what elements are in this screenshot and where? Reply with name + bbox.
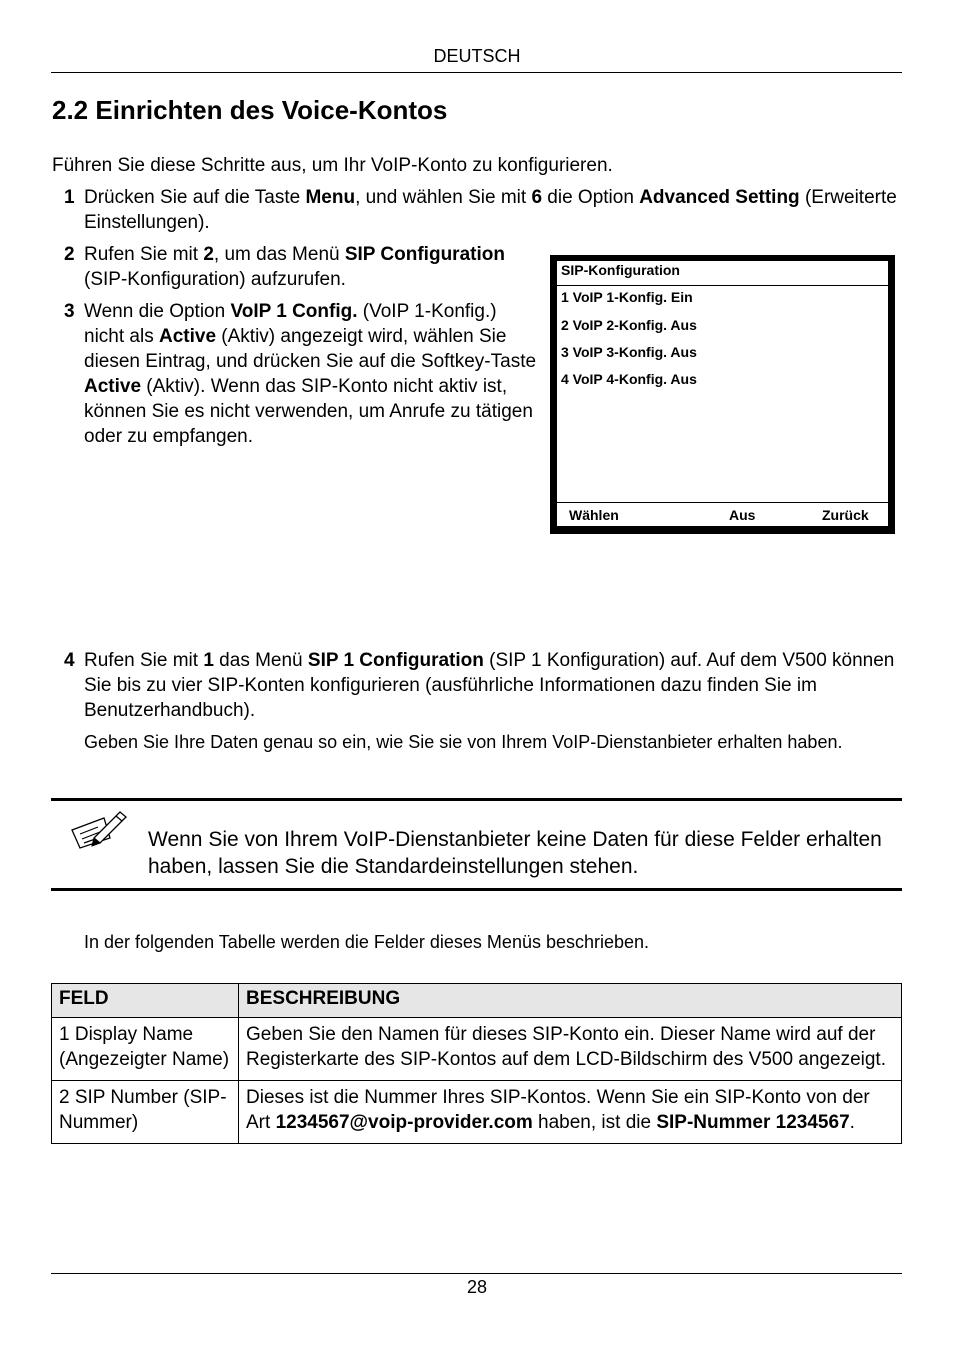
section-title: 2.2 Einrichten des Voice-Kontos — [52, 95, 448, 125]
lcd-softkey-divider — [557, 502, 888, 503]
note-text: Wenn Sie von Ihrem VoIP-Dienstanbieter keine Daten für diese Felder erhalten haben, lassen Sie die Standardeinstellungen stehen. — [148, 828, 882, 878]
table-header-field: FELD — [52, 984, 239, 1018]
step-3-number: 3 — [64, 301, 75, 322]
step-1-number: 1 — [64, 187, 75, 208]
step-4-followup: Geben Sie Ihre Daten genau so ein, wie Sie sie von Ihrem VoIP-Dienstanbieter erhalten haben. — [84, 732, 843, 752]
page-number: 28 — [466, 1277, 488, 1297]
lcd-menu-item-2[interactable]: 2 VoIP 2-Konfig. Aus — [561, 317, 697, 333]
table-header-description: BESCHREIBUNG — [239, 984, 902, 1018]
header-rule — [51, 72, 902, 73]
step-3-text: Wenn die Option VoIP 1 Config. (VoIP 1-Konfig.) nicht als Active (Aktiv) angezeigt wird, wählen Sie diesen Eintrag, und drücken Sie auf die Softkey-Taste Active (Aktiv). Wenn das SIP-Konto nicht aktiv ist, können Sie es nicht verwenden, um Anrufe zu tätigen oder zu empfangen. — [84, 301, 537, 447]
table-header-row — [52, 984, 902, 1018]
note-pencil-icon — [68, 808, 128, 852]
footer-rule — [51, 1273, 902, 1274]
table-row — [52, 1081, 902, 1144]
lcd-softkey-right[interactable]: Zurück — [822, 507, 869, 523]
lcd-menu-item-4[interactable]: 4 VoIP 4-Konfig. Aus — [561, 371, 697, 387]
lcd-title: SIP-Konfiguration — [561, 262, 680, 278]
note-top-rule — [51, 798, 902, 801]
step-4-number: 4 — [64, 650, 75, 671]
lcd-softkey-left[interactable]: Wählen — [569, 507, 619, 523]
intro-text: Führen Sie diese Schritte aus, um Ihr VoIP-Konto zu konfigurieren. — [52, 155, 613, 176]
step-2-text: Rufen Sie mit 2, um das Menü SIP Configuration (SIP-Konfiguration) aufzurufen. — [84, 244, 505, 290]
table-cell-description: Geben Sie den Namen für dieses SIP-Konto ein. Dieser Name wird auf der Registerkarte des SIP-Kontos auf dem LCD-Bildschirm des V500 angezeigt. — [239, 1018, 902, 1081]
lcd-menu-item-3[interactable]: 3 VoIP 3-Konfig. Aus — [561, 344, 697, 360]
step-1-text: Drücken Sie auf die Taste Menu, und wählen Sie mit 6 die Option Advanced Setting (Erweiterte Einstellungen). — [84, 187, 897, 233]
table-cell-field: 1 Display Name (Angezeigter Name) — [52, 1018, 239, 1081]
table-cell-field: 2 SIP Number (SIP-Nummer) — [52, 1081, 239, 1144]
step-4-text: Rufen Sie mit 1 das Menü SIP 1 Configuration (SIP 1 Konfiguration) auf. Auf dem V500 können Sie bis zu vier SIP-Konten konfigurieren (ausführliche Informationen dazu finden Sie im Benutzerhandbuch). — [84, 650, 895, 721]
lcd-softkey-middle[interactable]: Aus — [729, 507, 756, 523]
step-2-number: 2 — [64, 244, 75, 265]
table-row — [52, 1018, 902, 1081]
note-bottom-rule — [51, 888, 902, 891]
page-header-language: DEUTSCH — [433, 46, 521, 66]
table-intro: In der folgenden Tabelle werden die Felder dieses Menüs beschrieben. — [84, 932, 650, 952]
lcd-menu-item-1[interactable]: 1 VoIP 1-Konfig. Ein — [561, 289, 693, 305]
field-description-table — [51, 983, 902, 1144]
table-cell-description: Dieses ist die Nummer Ihres SIP-Kontos. Wenn Sie ein SIP-Konto von der Art 1234567@voip-provider.com haben, ist die SIP-Nummer 1234567. — [239, 1081, 902, 1144]
lcd-title-divider — [557, 285, 888, 286]
